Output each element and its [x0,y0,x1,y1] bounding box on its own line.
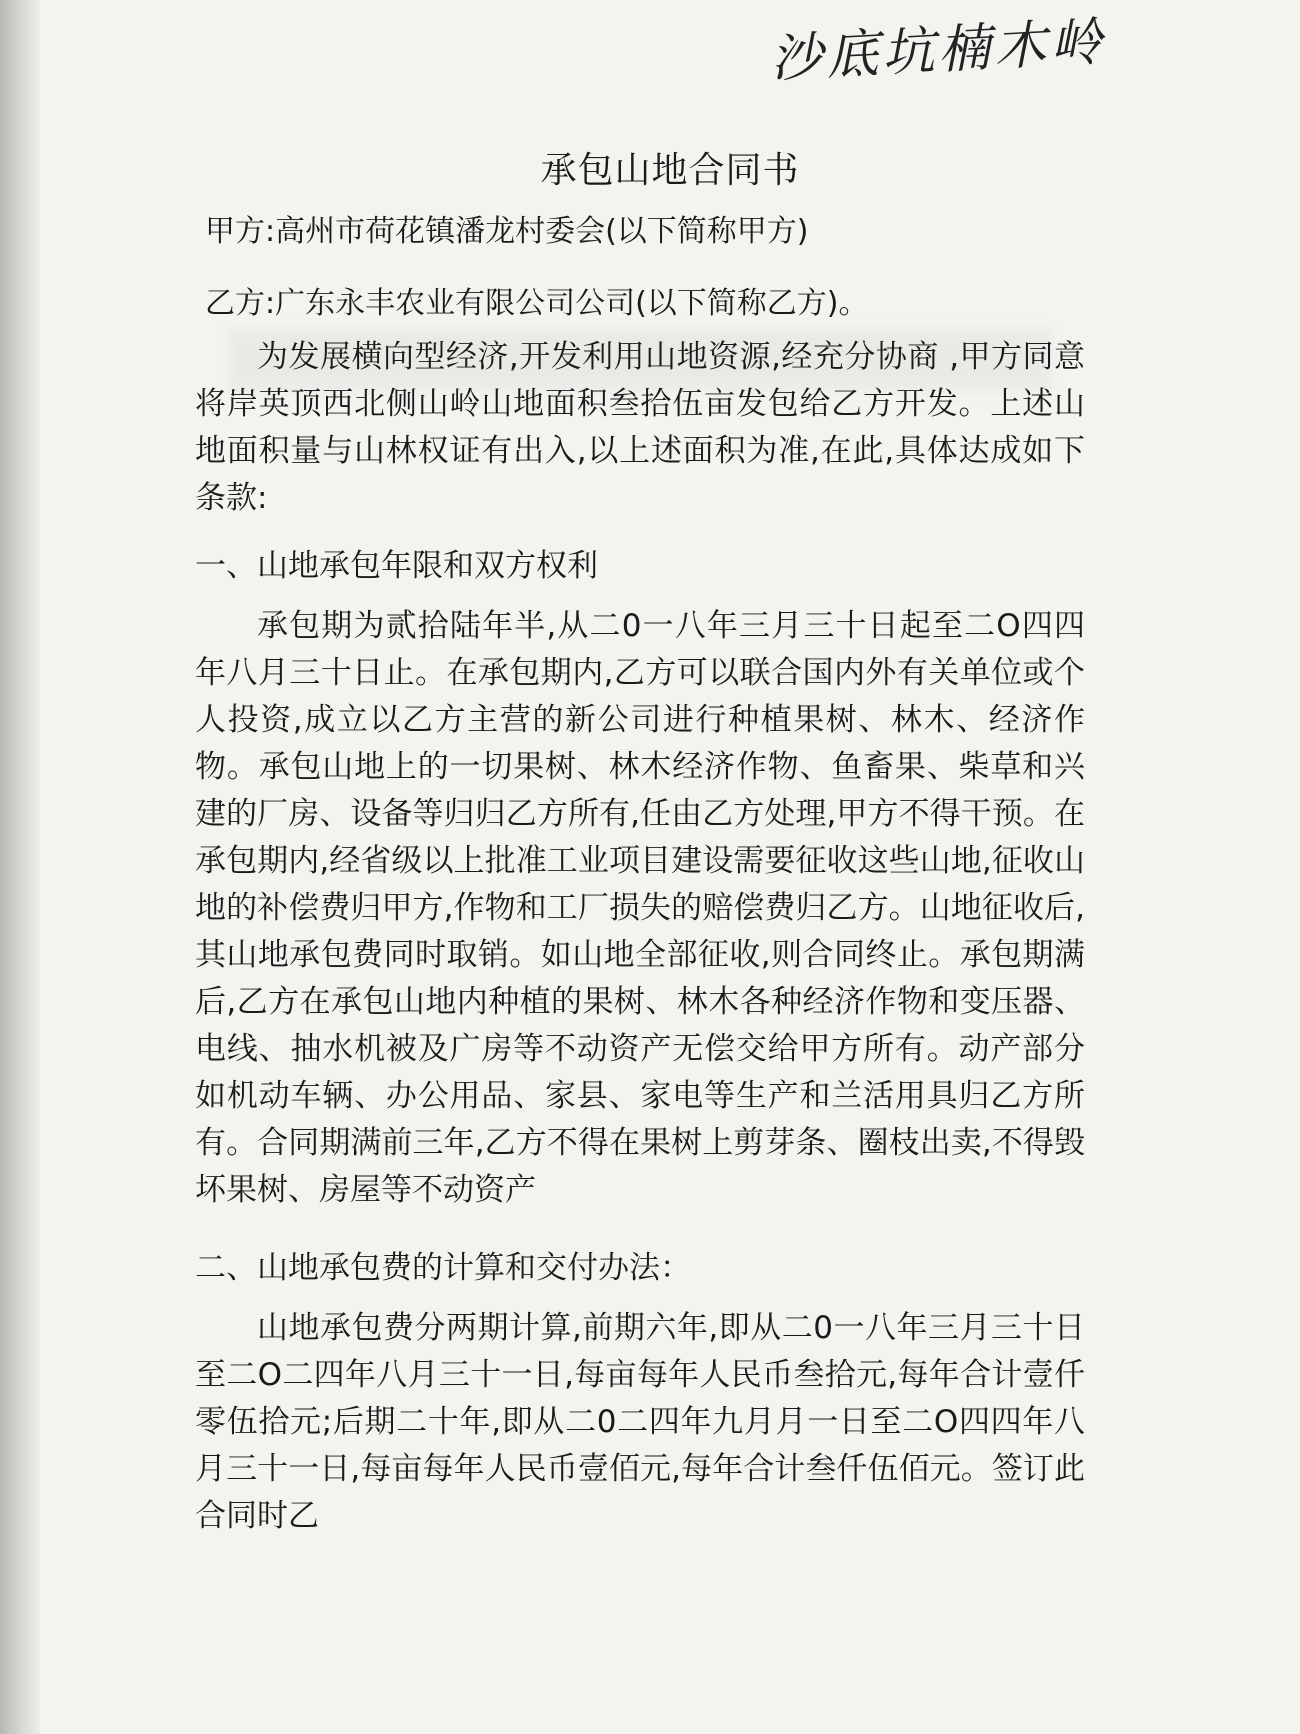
section-1-heading: 一、山地承包年限和双方权利 [195,548,598,584]
binding-edge [0,0,40,1734]
section-2-heading: 二、山地承包费的计算和交付办法： [195,1250,691,1286]
party-a-line: 甲方:高州市荷花镇潘龙村委会(以下简称甲方) [205,214,809,249]
section-1-body: 承包期为贰拾陆年半,从二0一八年三月三十日起至二O四四年八月三十日止。在承包期内,乙方可以联合国内外有关单位或个人投资,成立以乙方主营的新公司进行种植果树、林木、经济作物。承包山地上的一切果树、林木经济作物、鱼畜果、柴草和兴建的厂房、设备等归归乙方所有,任由乙方处理,甲方不得干预。在承包期内,经省级以上批准工业项目建设需要征收这些山地,征收山地的补偿费归甲方,作物和工厂损失的赔偿费归乙方。山地征收后,其山地承包费同时取销。如山地全部征收,则合同终止。承包期满后,乙方在承包山地内种植的果树、林木各种经济作物和变压器、电线、抽水机被及广房等不动资产无偿交给甲方所有。动产部分如机动车辆、办公用品、家县、家电等生产和兰活用具归乙方所有。合同期满前三年,乙方不得在果树上剪芽条、圈枝出卖,不得毁坏果树、房屋等不动资产 [195,608,1085,1208]
handwritten-note: 沙底坑楠木岭 [768,12,1108,90]
document-title: 承包山地合同书 [540,150,800,191]
intro-paragraph: 为发展横向型经济,开发利用山地资源,经充分协商 ,甲方同意将岸英顶西北侧山岭山地面积叁拾伍亩发包给乙方开发。上述山地面积量与山林权证有出入,以上述面积为准,在此,具体达成如下条款: [195,339,1085,516]
party-b-line: 乙方:广东永丰农业有限公司公司(以下简称乙方)。 [205,286,869,321]
section-2-body: 山地承包费分两期计算,前期六年,即从二0一八年三月三十日至二O二四年八月三十一日,每亩每年人民币叁拾元,每年合计壹仟零伍拾元;后期二十年,即从二0二四年九月月一日至二O四四年八月三十一日,每亩每年人民币壹佰元,每年合计叁仟伍佰元。签订此合同时乙 [195,1310,1085,1534]
